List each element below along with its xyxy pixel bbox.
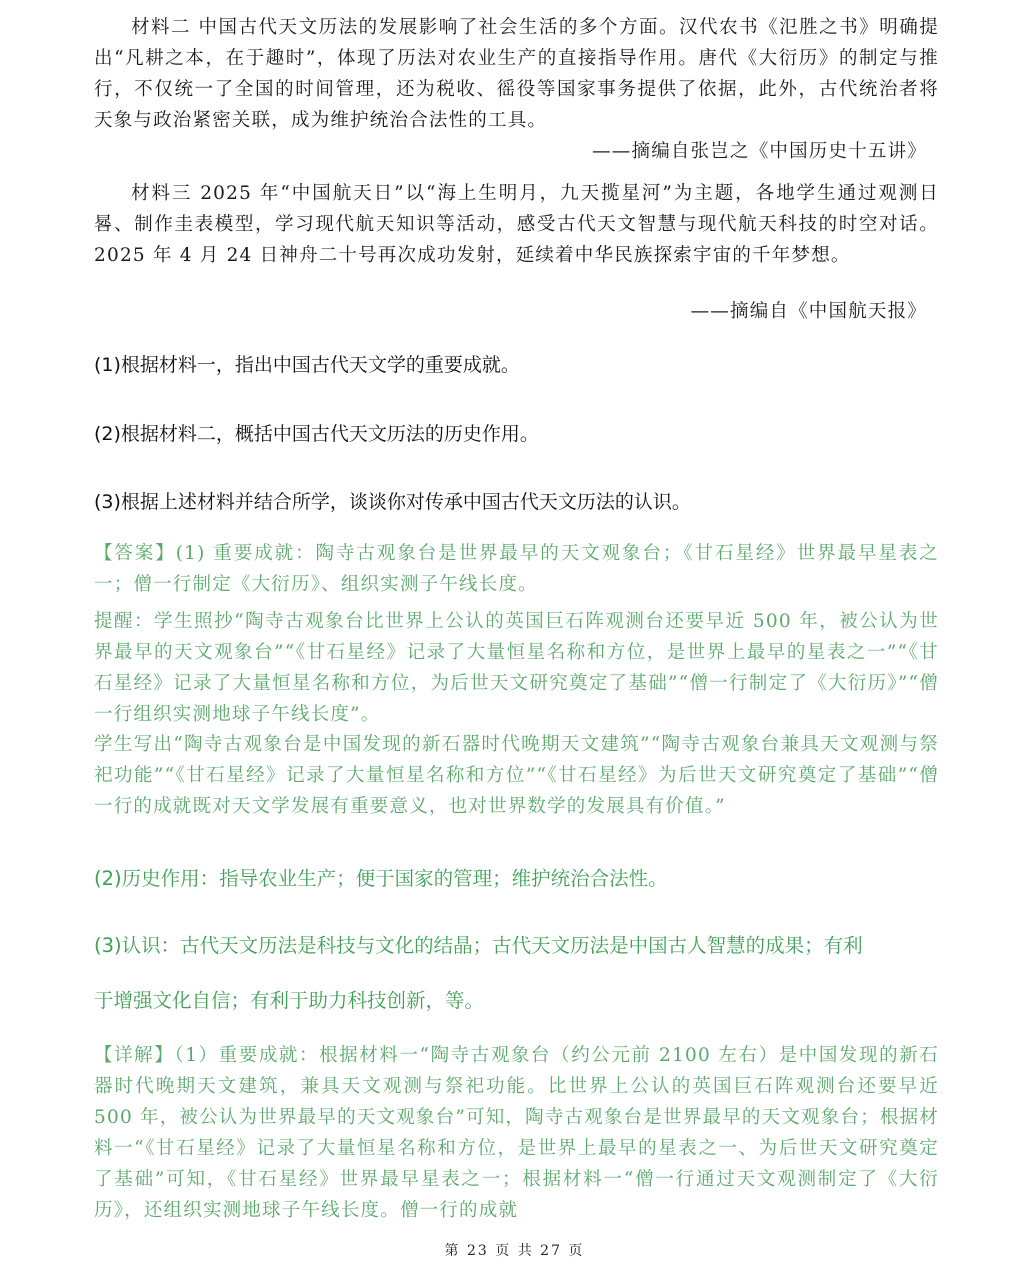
page-number-footer: 第 23 页 共 27 页 [444,1243,585,1259]
material-2-source: ——摘编自张岂之《中国历史十五讲》 [592,141,927,162]
material-2-paragraph: 材料二 中国古代天文历法的发展影响了社会生活的多个方面。汉代农书《氾胜之书》明确提出“凡耕之本，在于趣时”，体现了历法对农业生产的直接指导作用。唐代《大衍历》的制定与推行，不仅统一了全国的时间管理，还为税收、徭役等国家事务提供了依据，此外，古代统治者将天象与政治紧密关联，成为维护统治合法性的工具。 [94,17,939,131]
question-3: (3)根据上述材料并结合所学，谈谈你对传承中国古代天文历法的认识。 [94,491,691,513]
answer-part-2: (2)历史作用：指导农业生产；便于国家的管理；维护统治合法性。 [94,867,668,890]
question-1: (1)根据材料一，指出中国古代天文学的重要成就。 [94,354,520,376]
answer-part-1: 【答案】(1) 重要成就：陶寺古观象台是世界最早的天文观象台；《甘石星经》世界最早星表之一；僧一行制定《大衍历》、组织实测子午线长度。 [94,543,939,595]
material-3-paragraph: 材料三 2025 年“中国航天日”以“海上生明月，九天揽星河”为主题，各地学生通过观测日晷、制作圭表模型，学习现代航天知识等活动，感受古代天文智慧与现代航天科技的时空对话。2025 年 4 月 24 日神舟二十号再次成功发射，延续着中华民族探索宇宙的千年梦想。 [94,183,939,266]
answer-part-3-line-1: (3)认识：古代天文历法是科技与文化的结晶；古代天文历法是中国古人智慧的成果；有利 [94,934,863,957]
answer-tip: 提醒：学生照抄“陶寺古观象台比世界上公认的英国巨石阵观测台还要早近 500 年，被公认为世界最早的天文观象台”“《甘石星经》记录了大量恒星名称和方位，是世界上最早的星表之一”“《甘石星经》记录了大量恒星名称和方位，为后世天文研究奠定了基础”“僧一行制定了《大衍历》”“僧一行组织实测地球子午线长度”。 [94,611,939,725]
answer-student-note: 学生写出“陶寺古观象台是中国发现的新石器时代晚期天文建筑”“陶寺古观象台兼具天文观测与祭祀功能”“《甘石星经》记录了大量恒星名称和方位”“《甘石星经》为后世天文研究奠定了基础”“僧一行的成就既对天文学发展有重要意义，也对世界数学的发展具有价值。” [94,734,939,817]
material-3-source: ——摘编自《中国航天报》 [690,301,927,322]
question-2: (2)根据材料二，概括中国古代天文历法的历史作用。 [94,423,539,445]
explanation-paragraph: 【详解】（1）重要成就：根据材料一“陶寺古观象台（约公元前 2100 左右）是中国发现的新石器时代晚期天文建筑，兼具天文观测与祭祀功能。比世界上公认的英国巨石阵观测台还要早近 500 年，被公认为世界最早的天文观象台”可知，陶寺古观象台是世界最早的天文观象台；根据材料一“《甘石星经》记录了大量恒星名称和方位，是世界上最早的星表之一、为后世天文研究奠定了基础”可知，《甘石星经》世界最早星表之一；根据材料一“僧一行通过天文观测制定了《大衍历》，还组织实测地球子午线长度。僧一行的成就 [94,1045,939,1221]
answer-part-3-line-2: 于增强文化自信；有利于助力科技创新，等。 [94,989,485,1012]
